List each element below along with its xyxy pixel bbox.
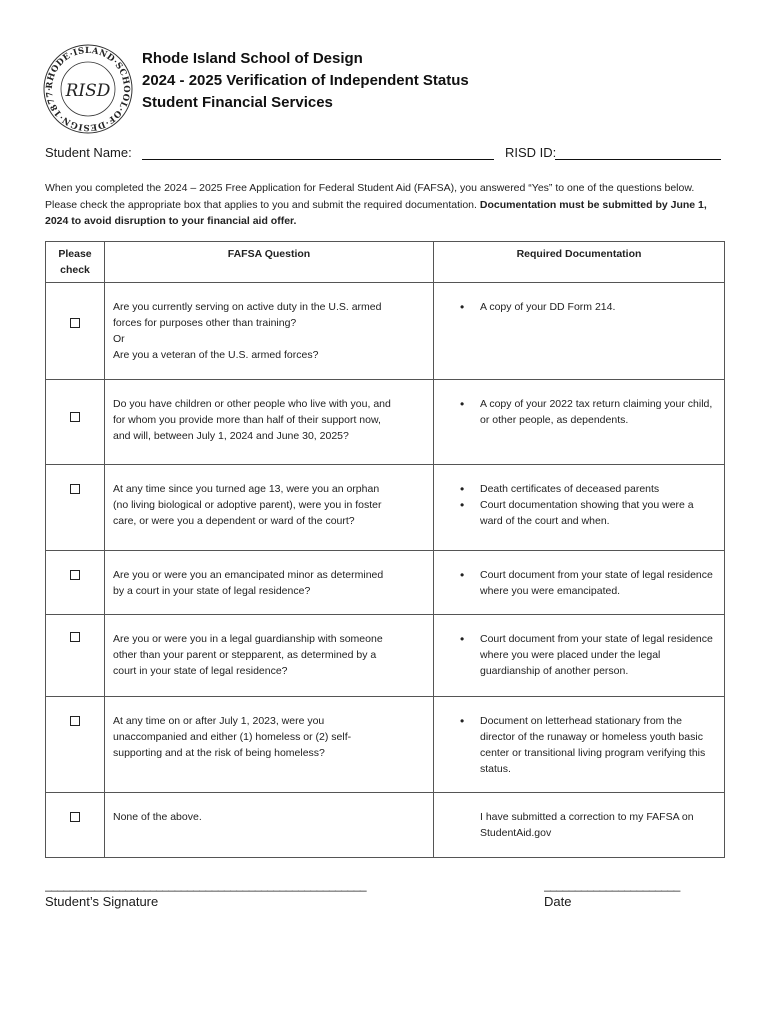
documentation-item: • Document on letterhead stationary from the director of the runaway or homeless youth basic center or transitional living program verifying this status.: [458, 713, 714, 777]
question-line: for whom you provide more than half of their support now,: [113, 414, 381, 426]
table-row: [46, 283, 725, 380]
question-line: Do you have children or other people who live with you, and: [113, 398, 391, 410]
documentation-item: • Court documentation showing that you were a ward of the court and when.: [458, 497, 714, 529]
table-row: [46, 551, 725, 615]
question-line: care, or were you a dependent or ward of the court?: [113, 515, 355, 527]
question-line: court in your state of legal residence?: [113, 665, 288, 677]
checkbox-homeless[interactable]: [70, 716, 80, 726]
risd-id-label: RISD ID:: [505, 145, 557, 160]
table-row: [46, 793, 725, 858]
question-line: other than your parent or stepparent, as determined by a: [113, 649, 377, 661]
question-line: At any time since you turned age 13, were you an orphan: [113, 483, 380, 495]
signature-label: Student’s Signature: [45, 894, 159, 909]
signature-line[interactable]: ____________________________________________________: [45, 878, 367, 892]
risd-seal-logo: [42, 43, 134, 135]
question-line: None of the above.: [113, 811, 202, 823]
checkbox-legal-guardianship[interactable]: [70, 632, 80, 642]
checkbox-emancipated-minor[interactable]: [70, 570, 80, 580]
checkbox-military[interactable]: [70, 318, 80, 328]
date-label: Date: [544, 894, 572, 909]
student-name-label: Student Name:: [45, 145, 132, 160]
date-block: [544, 878, 700, 909]
header-fafsa-question: FAFSA Question: [105, 242, 434, 283]
question-line: unaccompanied and either (1) homeless or (2) self-: [113, 731, 352, 743]
student-name-field[interactable]: [142, 159, 494, 160]
table-row: [46, 697, 725, 793]
seal-monogram: RISD: [65, 81, 111, 101]
table-row: [46, 615, 725, 697]
question-line: Or: [113, 333, 125, 345]
question-line: Are you a veteran of the U.S. armed forces?: [113, 349, 319, 361]
question-line: by a court in your state of legal residence?: [113, 585, 311, 597]
risd-id-field[interactable]: [555, 159, 721, 160]
instructions-paragraph: [45, 180, 725, 230]
verification-table: [45, 241, 725, 858]
instructions-text: When you completed the 2024 – 2025 Free Application for Federal Student Aid (FAFSA), you answered “Yes” to one of the questions below. Please check the appropriate box that applies to you and submit the required documentation.: [45, 182, 695, 211]
question-line: Are you or were you an emancipated minor as determined: [113, 569, 384, 581]
question-line: Are you currently serving on active duty in the U.S. armed: [113, 301, 382, 313]
question-line: supporting and at the risk of being homeless?: [113, 747, 325, 759]
documentation-item: • Death certificates of deceased parents: [458, 481, 714, 497]
department-name: Student Financial Services: [142, 94, 333, 111]
question-line: (no living biological or adoptive parent), were you in foster: [113, 499, 382, 511]
question-line: and will, between July 1, 2024 and June 30, 2025?: [113, 430, 349, 442]
checkbox-dependents[interactable]: [70, 412, 80, 422]
date-line[interactable]: ______________________: [544, 878, 680, 892]
table-row: [46, 465, 725, 551]
correction-note: I have submitted a correction to my FAFSA on StudentAid.gov: [480, 811, 694, 839]
documentation-item: • A copy of your DD Form 214.: [458, 299, 714, 315]
form-title: 2024 - 2025 Verification of Independent Status: [142, 72, 469, 89]
school-name: Rhode Island School of Design: [142, 50, 363, 67]
header-please-check: Please check: [46, 242, 105, 283]
document-header: [142, 48, 469, 114]
header-required-documentation: Required Documentation: [434, 242, 725, 283]
question-line: Are you or were you in a legal guardianship with someone: [113, 633, 383, 645]
documentation-item: • Court document from your state of legal residence where you were placed under the legal guardianship of another person.: [458, 631, 714, 679]
seal-ring-text: RHODE·ISLAND·SCHOOL·OF·DESIGN·1877·: [44, 45, 132, 133]
table-row: [46, 380, 725, 465]
checkbox-orphan-foster-ward[interactable]: [70, 484, 80, 494]
question-line: forces for purposes other than training?: [113, 317, 297, 329]
deadline-text: Documentation must be submitted by June 1, 2024 to avoid disruption to your financial aid offer.: [45, 198, 707, 227]
checkbox-none-of-the-above[interactable]: [70, 812, 80, 822]
documentation-item: • A copy of your 2022 tax return claiming your child, or other people, as dependents.: [458, 396, 714, 428]
question-line: At any time on or after July 1, 2023, were you: [113, 715, 325, 727]
signature-block: [45, 878, 413, 909]
documentation-item: • Court document from your state of legal residence where you were emancipated.: [458, 567, 714, 599]
